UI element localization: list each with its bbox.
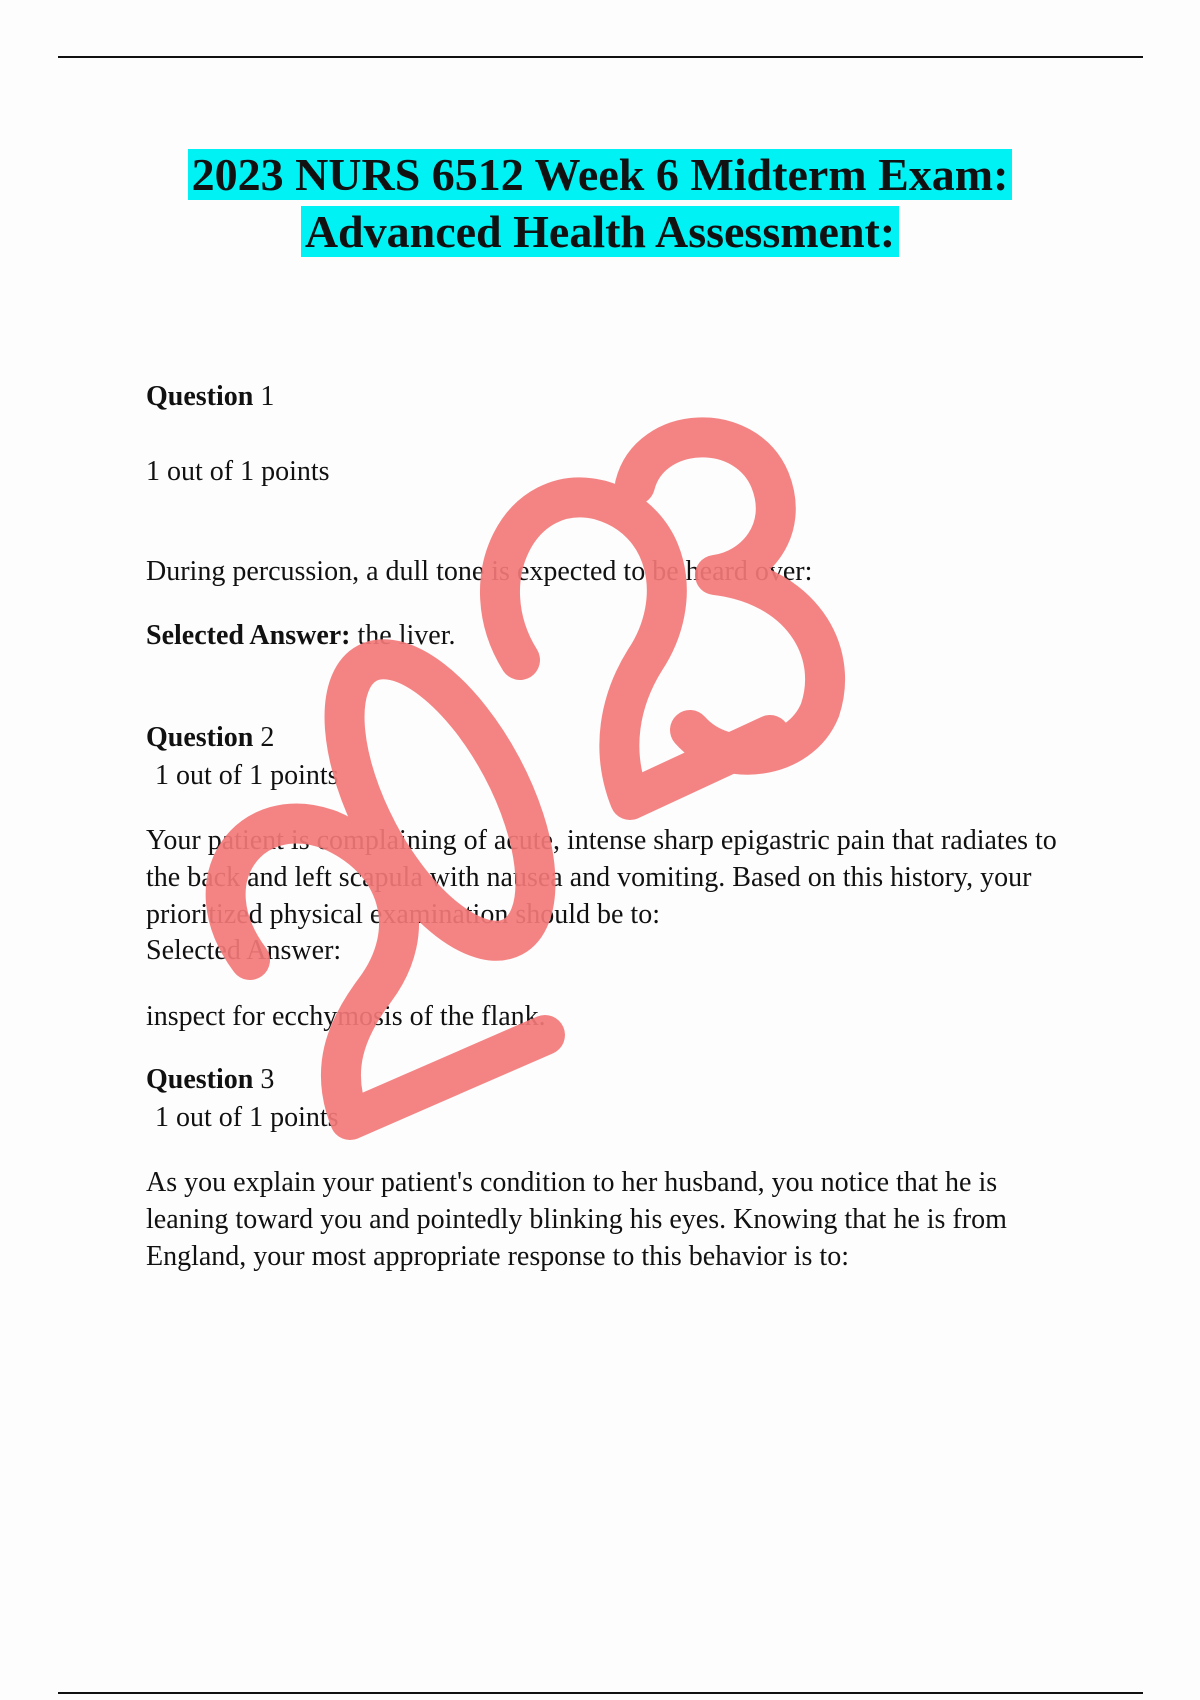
question-2-answer-label: Selected Answer: (146, 935, 342, 966)
selected-answer-label: Selected Answer: (146, 620, 351, 651)
question-number: 1 (260, 381, 275, 412)
question-3-points: 1 out of 1 points (155, 1102, 339, 1133)
bottom-rule (58, 1692, 1143, 1694)
question-label: Question (146, 722, 254, 753)
question-1-prompt: During percussion, a dull tone is expected to be heard over: (146, 556, 813, 587)
selected-answer-value: the liver. (350, 620, 456, 651)
question-label: Question (146, 381, 254, 412)
question-1-heading (146, 378, 274, 415)
question-3-prompt: As you explain your patient's condition to her husband, you notice that he is leaning toward you and pointedly blinking his eyes. Knowing that he is from England, your most appropriate response to this behavior is to: (146, 1167, 1007, 1272)
question-2-heading (146, 719, 274, 756)
question-2-points: 1 out of 1 points (155, 760, 339, 791)
document-title (0, 146, 1200, 260)
question-number: 3 (260, 1064, 275, 1095)
watermark-digit-3 (635, 437, 825, 754)
question-3-heading (146, 1061, 274, 1098)
question-number: 2 (260, 722, 275, 753)
title-line-1: 2023 NURS 6512 Week 6 Midterm Exam: (188, 149, 1013, 200)
question-1-answer (146, 617, 456, 654)
question-label: Question (146, 1064, 254, 1095)
top-rule (58, 56, 1143, 58)
question-2-answer: inspect for ecchymosis of the flank. (146, 1001, 546, 1032)
question-2-prompt: Your patient is complaining of acute, intense sharp epigastric pain that radiates to the back and left scapula with nausea and vomiting. Based on this history, your prioritized physical examination should be to: (146, 825, 1057, 930)
question-1-points: 1 out of 1 points (146, 456, 330, 487)
title-line-2: Advanced Health Assessment: (301, 206, 899, 257)
watermark-digit-2b (500, 497, 770, 800)
